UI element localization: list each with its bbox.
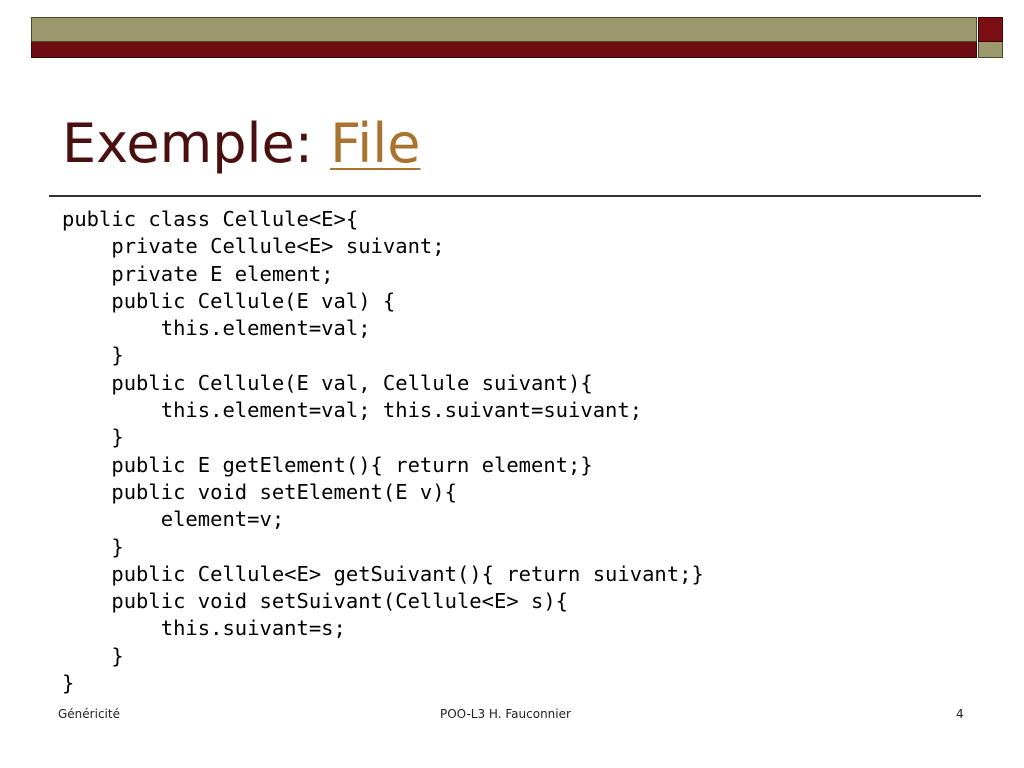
header-bar-olive [31,17,977,42]
code-line: public Cellule<E> getSuivant(){ return suivant;} [62,561,704,586]
footer-left: Généricité [58,707,120,721]
code-line: public Cellule(E val, Cellule suivant){ [62,370,593,395]
code-line: this.suivant=s; [62,616,346,641]
header-bar-red [31,42,977,58]
code-line: } [62,425,124,450]
code-line: public class Cellule<E>{ [62,207,359,231]
code-line: element=v; [62,507,285,532]
code-line: private E element; [62,261,334,286]
code-line: public void setElement(E v){ [62,479,457,504]
slide-title [62,108,420,180]
slide-title-prefix: Exemple: [62,112,331,175]
code-line: this.element=val; [62,316,371,341]
code-block [62,206,704,697]
code-line: public void setSuivant(Cellule<E> s){ [62,589,569,614]
title-divider [49,195,981,197]
code-line: } [62,643,124,668]
code-line: } [62,534,124,559]
footer-center: POO-L3 H. Fauconnier [440,707,571,721]
code-line: private Cellule<E> suivant; [62,234,445,259]
header-square-olive [978,42,1003,58]
code-line: } [62,343,124,368]
code-line: this.element=val; this.suivant=suivant; [62,398,643,423]
page-number: 4 [956,707,964,721]
title-link[interactable]: File [330,112,421,175]
code-line: public Cellule(E val) { [62,288,396,313]
code-line: } [62,671,75,696]
code-line: public E getElement(){ return element;} [62,452,593,477]
header-square-red [978,17,1003,42]
